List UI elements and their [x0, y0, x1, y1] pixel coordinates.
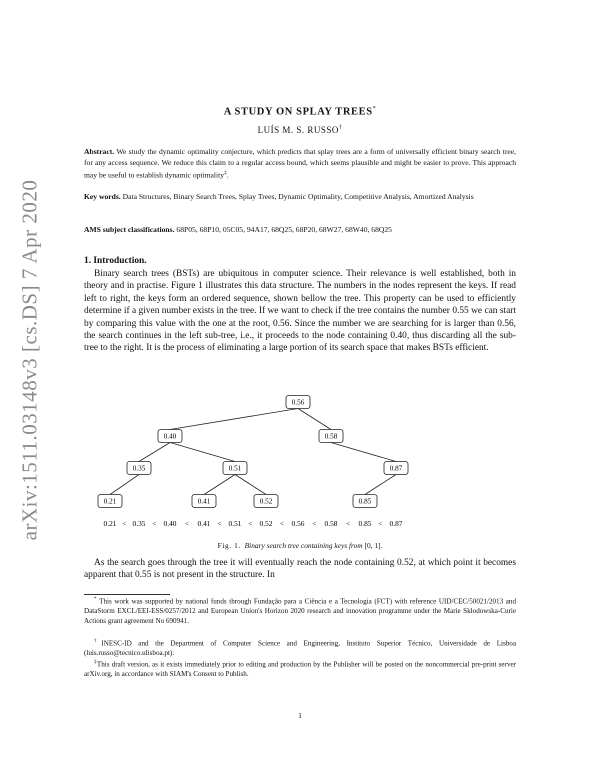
ams-text: 68P05, 68P10, 05C05, 94A17, 68Q25, 68P20, 68W27, 68W40, 68Q25	[174, 225, 392, 234]
footnote-1	[84, 595, 516, 626]
sequence-key: 0.35	[132, 519, 146, 528]
arxiv-sidebar-stamp	[10, 170, 50, 550]
tree-node-key: 0.35	[132, 464, 146, 473]
sequence-less-than: <	[122, 519, 127, 528]
caption-range: [0, 1]	[364, 541, 381, 550]
tree-edge	[331, 443, 396, 462]
tree-edge	[170, 409, 298, 430]
caption-label: Fig. 1.	[217, 541, 241, 550]
tree-edges	[110, 409, 396, 495]
tree-edge	[365, 475, 396, 495]
sequence-key: 0.58	[324, 519, 338, 528]
tree-node-key: 0.51	[228, 464, 242, 473]
paper-author	[0, 125, 600, 135]
keywords	[84, 192, 516, 203]
abstract-lead: Abstract.	[84, 147, 115, 156]
section-heading: 1. Introduction.	[84, 256, 147, 266]
footnote-1-text: This work was supported by national funds through Fundação para a Ciência e a Tecnologia (FCT) with reference UID/CEC/50021/2013 and DataStorm EXCL/EEI-ESS/0257/2012 and European Union's Horizon 2020 research and innovation programme under the Marie Skłodowska-Curie Actions grant agreement No 690941.	[84, 597, 516, 625]
author-name: LUÍS M. S. RUSSO	[257, 125, 339, 135]
tree-node-key: 0.56	[291, 398, 305, 407]
intro-paragraph-2: As the search goes through the tree it will eventually reach the node containing 0.52, at which point it becomes apparent that 0.55 is not present in the structure. In	[84, 558, 516, 581]
abstract-text: We study the dynamic optimality conjecture, which predicts that splay trees are a form of universally efficient binary search tree, for any access sequence. We reduce this claim to a regular access bound, which seems plausible and might be easier to prove. This approach may be useful to establish dynamic optimality	[84, 147, 516, 180]
tree-node	[319, 430, 343, 443]
caption-end: .	[380, 541, 383, 550]
footnote-2	[84, 637, 516, 659]
sequence-less-than: <	[378, 519, 383, 528]
arxiv-identifier: arXiv:1511.03148v3 [cs.DS] 7 Apr 2020	[17, 179, 42, 541]
sequence-less-than: <	[345, 519, 351, 528]
footnote-3-mark: ‡	[94, 660, 97, 665]
tree-node-key: 0.40	[163, 432, 177, 441]
tree-node	[353, 495, 377, 508]
sequence-key: 0.85	[358, 519, 372, 528]
sequence-less-than: <	[184, 519, 190, 528]
tree-node-key: 0.41	[197, 497, 211, 506]
sequence-less-than: <	[217, 519, 222, 528]
caption-text: Binary search tree containing keys from	[244, 541, 363, 550]
tree-edge	[298, 409, 331, 430]
tree-node	[384, 462, 408, 475]
tree-node-key: 0.58	[324, 432, 338, 441]
sequence-less-than: <	[248, 519, 253, 528]
tree-node	[254, 495, 278, 508]
sequence-key: 0.40	[163, 519, 177, 528]
sequence-key: 0.52	[259, 519, 273, 528]
sequence-less-than: <	[152, 519, 157, 528]
sequence-less-than: <	[312, 519, 317, 528]
sequence-key: 0.56	[291, 519, 305, 528]
tree-node-key: 0.87	[389, 464, 403, 473]
ams-classifications	[84, 225, 516, 236]
footnote-3	[84, 658, 516, 680]
tree-node	[127, 462, 151, 475]
title-text: A STUDY ON SPLAY TREES	[223, 106, 373, 118]
abstract-footnote-mark: ‡	[224, 170, 227, 177]
sequence-key: 0.87	[389, 519, 403, 528]
sequence-key: 0.51	[228, 519, 242, 528]
sequence-less-than: <	[279, 519, 285, 528]
figure-caption	[0, 541, 600, 550]
tree-edge	[170, 443, 235, 462]
binary-search-tree-figure	[84, 386, 516, 536]
tree-node	[223, 462, 247, 475]
footnote-3-text: This draft version, as it exists immediately prior to editing and production by the Publisher will be posted on the noncommercial pre-print server arXiv.org, in accordance with SIAM's Consent to Publish.	[84, 660, 517, 678]
footnote-2-mark: †	[94, 639, 102, 644]
paper-title	[0, 106, 600, 118]
tree-node-key: 0.21	[103, 497, 117, 506]
sequence-key: 0.41	[197, 519, 211, 528]
tree-node-key: 0.85	[358, 497, 372, 506]
tree-node	[192, 495, 216, 508]
keywords-lead: Key words.	[84, 192, 121, 201]
keywords-text: Data Structures, Binary Search Trees, Splay Trees, Dynamic Optimality, Competitive Analysis, Amortized Analysis	[120, 192, 474, 201]
sequence-key: 0.21	[103, 519, 117, 528]
title-footnote-mark: *	[372, 106, 377, 112]
abstract-end: .	[226, 170, 229, 180]
footnote-2-text: INESC-ID and the Department of Computer Science and Engineering, Instituto Superior Técnico, Universidade de Lisboa (luis.russo@tecnico.ulisboa.pt).	[84, 639, 516, 657]
abstract	[84, 147, 516, 181]
tree-node	[98, 495, 122, 508]
page-number: 1	[298, 711, 302, 720]
footnote-1-mark: *	[94, 597, 97, 602]
tree-node-key: 0.52	[259, 497, 273, 506]
tree-edge	[110, 475, 139, 495]
tree-edge	[204, 475, 235, 495]
ams-lead: AMS subject classifications.	[84, 225, 175, 234]
key-sequence	[104, 519, 403, 528]
tree-edge	[235, 475, 266, 495]
tree-node	[158, 430, 182, 443]
tree-node	[286, 396, 310, 409]
author-footnote-mark: †	[338, 125, 343, 131]
tree-edge	[139, 443, 170, 462]
intro-paragraph-1: Binary search trees (BSTs) are ubiquitous in computer science. Their relevance is well established, both in theory and in practise. Figure 1 illustrates this data structure. The numbers in the nodes represent the keys. If read left to right, the keys form an ordered sequence, shown bellow the tree. This property can be used to efficiently determine if a given number exists in the tree. If we want to check if the tree contains the number 0.55 we can start by comparing this value with the one at the root, 0.56. Since the number we are searching for is larger than 0.56, the search continues in the left sub-tree, i.e., it proceeds to the node containing 0.40, thus discarding all the sub-tree to the right. It is the process of eliminating a large portion of its search space that makes BSTs efficient.	[84, 269, 516, 354]
